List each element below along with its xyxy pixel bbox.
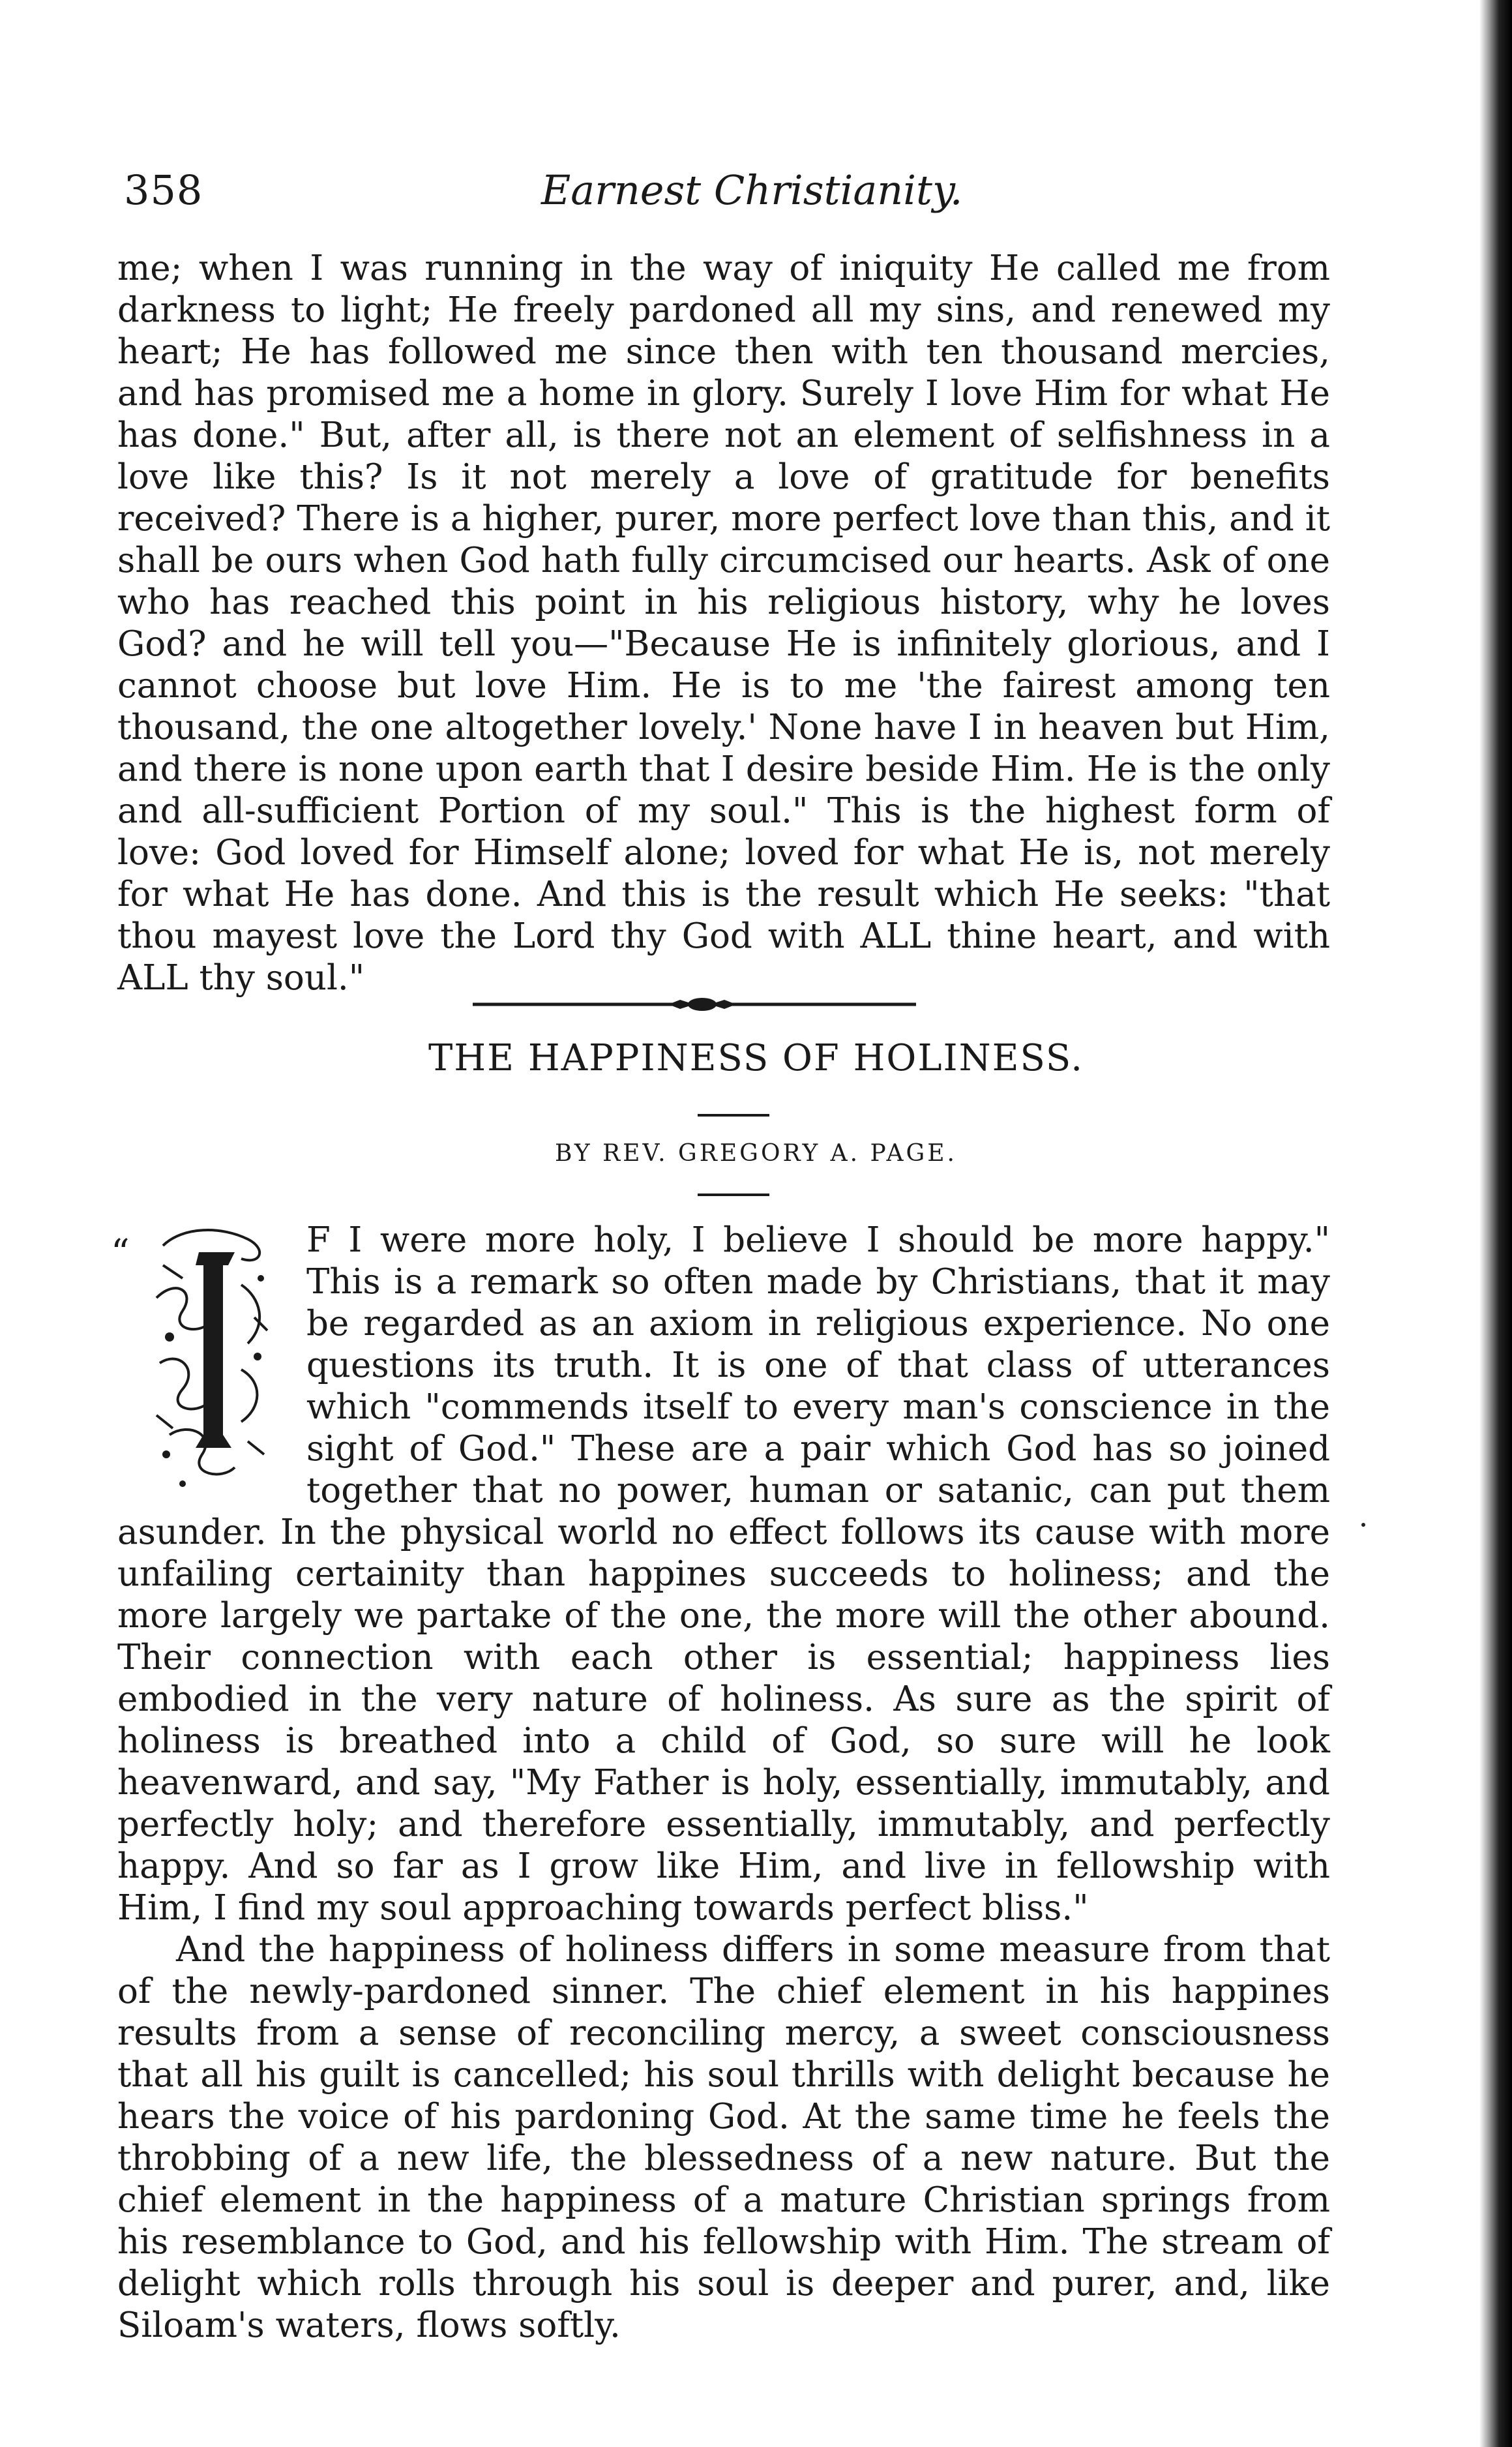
- page-number: 358: [124, 166, 203, 214]
- previous-article-text: [117, 248, 1330, 999]
- opening-quote: “: [111, 1232, 130, 1274]
- article-paragraph-1: F I were more holy, I believe I should be more happy." This is a remark so often made by Christians, that it may be regarded as an axiom in religious experience. No one questions its truth. It is one of that class of utterances which "commends itself to every man's conscience in the sight of God." These are a pair which God has so joined together that no power, human or satanic, can put them asunder. In the physical world no effect follows its cause with more unfailing certainity than happines succeeds to holiness; and the more largely we partake of the one, the more will the other abound. Their connection with each other is essential; happiness lies embodied in the very nature of holiness. As sure as the spirit of holiness is breathed into a child of God, so sure will he look heavenward, and say, "My Father is holy, essentially, immutably, and perfectly holy; and therefore essentially, immutably, and perfectly happy. And so far as I grow like Him, and live in fellowship with Him, I find my soul approaching towards perfect bliss.": [117, 1220, 1330, 1928]
- ornamental-drop-cap-image: [143, 1220, 280, 1494]
- scan-speck: [1361, 1523, 1365, 1527]
- page-header: [124, 166, 1330, 225]
- byline-rule: [698, 1193, 769, 1196]
- article-body: [111, 1220, 1330, 2347]
- article-paragraph-2: And the happiness of holiness differs in some measure from that of the newly-pardoned sinner. The chief element in his happines results from a sense of reconciling mercy, a sweet consciousness that all his guilt is cancelled; his soul thrills with delight because he hears the voice of his pardoning God. At the same time he feels the throbbing of a new life, the blessedness of a new nature. But the chief element in the happiness of a mature Christian springs from his resemblance to God, and his fellowship with Him. The stream of delight which rolls through his soul is deeper and purer, and, like Siloam's waters, flows softly.: [117, 1930, 1330, 2345]
- section-divider-ornament: [473, 995, 916, 1014]
- drop-cap-block: [111, 1220, 287, 1500]
- running-title: Earnest Christianity.: [541, 166, 963, 214]
- title-rule: [698, 1114, 769, 1117]
- article-byline: BY REV. GREGORY A. PAGE.: [555, 1140, 957, 1167]
- previous-article-paragraph: me; when I was running in the way of iniquity He called me from darkness to light; He freely pardoned all my sins, and renewed my heart; He has followed me since then with ten thousand mercies, and has promised me a home in glory. Surely I love Him for what He has done." But, after all, is there not an element of selfishness in a love like this? Is it not merely a love of gratitude for benefits received? There is a higher, purer, more perfect love than this, and it shall be ours when God hath fully circumcised our hearts. Ask of one who has reached this point in his religious history, why he loves God? and he will tell you—"Because He is infinitely glorious, and I cannot choose but love Him. He is to me 'the fairest among ten thousand, the one altogether lovely.' None have I in heaven but Him, and there is none upon earth that I desire beside Him. He is the only and all-sufficient Portion of my soul." This is the highest form of love: God loved for Himself alone; loved for what He is, not merely for what He has done. And this is the result which He seeks: "that thou mayest love the Lord thy God with ALL thine heart, and with ALL thy soul.": [117, 248, 1330, 998]
- scanned-page-edge: [1479, 0, 1512, 2447]
- article-title: THE HAPPINESS OF HOLINESS.: [428, 1037, 1084, 1079]
